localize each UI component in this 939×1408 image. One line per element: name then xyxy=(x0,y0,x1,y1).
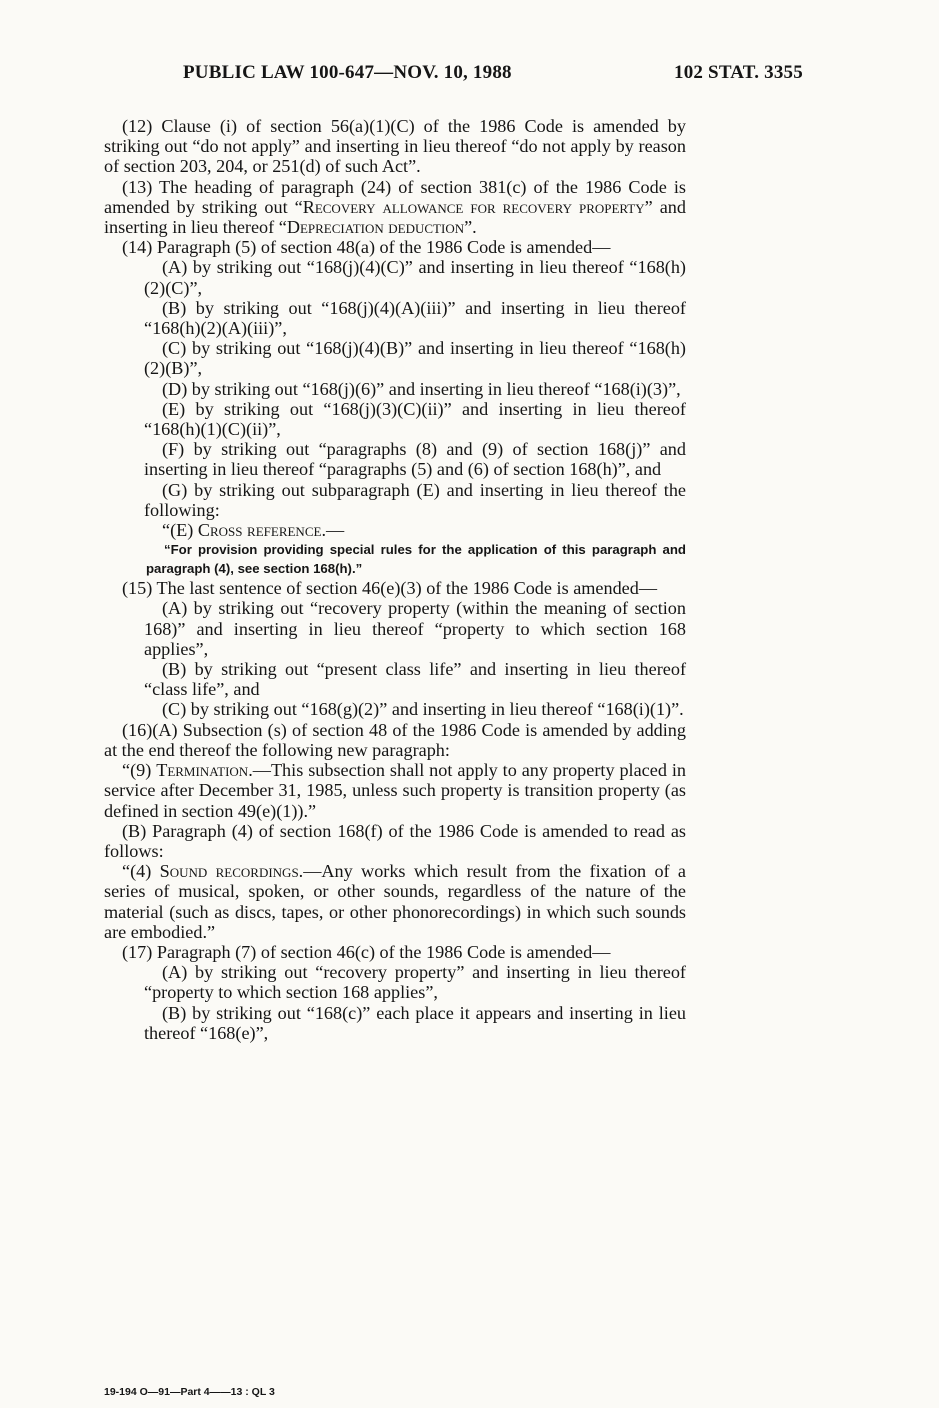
law-title: PUBLIC LAW 100-647—NOV. 10, 1988 xyxy=(183,62,512,83)
document-body xyxy=(104,116,686,1043)
termination-caps: Termination xyxy=(156,760,249,781)
termination-paragraph xyxy=(104,760,686,821)
sound-recordings-paragraph xyxy=(104,861,686,942)
cross-reference-caps: Cross reference xyxy=(197,520,322,541)
paragraph-13-text-c: ” and inserting in lieu thereof “ xyxy=(104,196,686,238)
printing-code-footer: 19-194 O—91—Part 4——13 : QL 3 xyxy=(104,1386,275,1398)
sound-recordings-caps: Sound recordings xyxy=(159,861,299,882)
sound-recordings-prefix: “(4) xyxy=(122,861,160,882)
termination-text: .—This subsection shall not apply to any property placed in service after December 31, 1985, unless such property is transition property (as defined in section 49(e)(1)).” xyxy=(104,760,686,821)
paragraph-17-b: (B) by striking out “168(c)” each place it appears and inserting in lieu thereof “168(e)”, xyxy=(144,1002,686,1043)
paragraph-13-text-a: (13) The heading of paragraph (24) of section 381(c) of the 1986 Code is amended by striking out “ xyxy=(104,176,686,217)
page-header xyxy=(0,62,939,92)
paragraph-14-g: (G) by striking out subparagraph (E) and inserting in lieu thereof the following: xyxy=(144,479,686,520)
paragraph-14-e: (E) by striking out “168(j)(3)(C)(ii)” and inserting in lieu thereof “168(h)(1)(C)(ii)”, xyxy=(144,398,686,440)
paragraph-15-c: (C) by striking out “168(g)(2)” and inserting in lieu thereof “168(i)(1)”. xyxy=(162,699,684,720)
paragraph-15: (15) The last sentence of section 46(e)(3) of the 1986 Code is amended— xyxy=(122,578,658,599)
paragraph-17: (17) Paragraph (7) of section 46(c) of the 1986 Code is amended— xyxy=(122,941,611,962)
termination-prefix: “(9) xyxy=(122,760,157,781)
paragraph-13-text-e: ”. xyxy=(464,217,477,238)
paragraph-14-c: (C) by striking out “168(j)(4)(B)” and inserting in lieu thereof “168(h)(2)(B)”, xyxy=(144,338,686,379)
paragraph-15-a: (A) by striking out “recovery property (within the meaning of section 168)” and inserting in lieu thereof “property to which section 168 applies”, xyxy=(144,598,686,659)
paragraph-14-a: (A) by striking out “168(j)(4)(C)” and inserting in lieu thereof “168(h)(2)(C)”, xyxy=(144,257,686,298)
cross-reference-prefix: “(E) xyxy=(162,520,198,541)
sound-recordings-text: .—Any works which result from the fixation of a series of musical, spoken, or other sounds, regardless of the nature of the material (such as discs, tapes, or other phonorecordings) in which such sounds are embodied.” xyxy=(104,861,687,942)
cross-reference-heading xyxy=(104,520,686,540)
paragraph-14-b: (B) by striking out “168(j)(4)(A)(iii)” and inserting in lieu thereof “168(h)(2)(A)(iii)”, xyxy=(144,297,686,339)
cross-reference-note: “For provision providing special rules for the application of this paragraph and paragraph (4), see section 168(h).” xyxy=(146,542,686,577)
paragraph-12: (12) Clause (i) of section 56(a)(1)(C) of the 1986 Code is amended by striking out “do not apply” and inserting in lieu thereof “do not apply by reason of section 203, 204, or 251(d) of such Act”. xyxy=(104,116,686,177)
paragraph-13 xyxy=(104,177,686,238)
paragraph-16-a: (16)(A) Subsection (s) of section 48 of the 1986 Code is amended by adding at the end thereof the following new paragraph: xyxy=(104,719,686,760)
paragraph-14-d: (D) by striking out “168(j)(6)” and inserting in lieu thereof “168(i)(3)”, xyxy=(162,378,681,399)
paragraph-14: (14) Paragraph (5) of section 48(a) of the 1986 Code is amended— xyxy=(122,237,611,258)
cross-reference-suffix: .— xyxy=(321,520,345,541)
paragraph-14-f: (F) by striking out “paragraphs (8) and (9) of section 168(j)” and inserting in lieu thereof “paragraphs (5) and (6) of section 168(h)”, and xyxy=(144,439,686,480)
paragraph-15-b: (B) by striking out “present class life” and inserting in lieu thereof “class life”, and xyxy=(144,659,686,700)
paragraph-16-b: (B) Paragraph (4) of section 168(f) of the 1986 Code is amended to read as follows: xyxy=(104,820,686,861)
paragraph-13-old-heading: Recovery allowance for recovery property xyxy=(302,196,645,217)
statute-page-number: 102 STAT. 3355 xyxy=(674,62,803,83)
paragraph-17-a: (A) by striking out “recovery property” and inserting in lieu thereof “property to which section 168 applies”, xyxy=(144,962,686,1003)
paragraph-13-new-heading: Depreciation deduction xyxy=(286,217,465,238)
